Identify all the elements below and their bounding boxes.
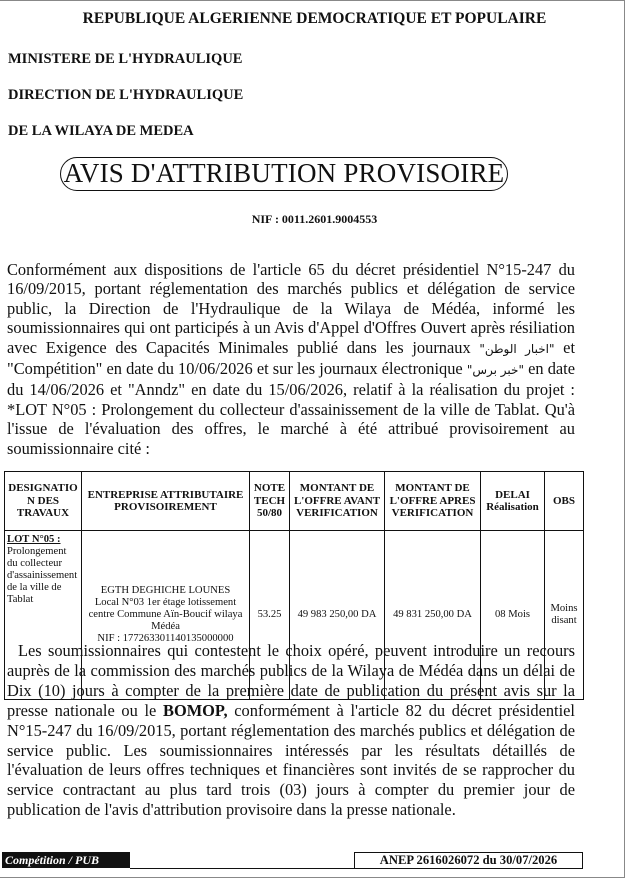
col-header-montant-avant: MONTANT DE L'OFFRE AVANT VERIFICATION bbox=[290, 472, 385, 531]
arabic-newspaper-2: "خبر برس" bbox=[466, 363, 524, 378]
entreprise-name: EGTH DEGHICHE LOUNES bbox=[100, 584, 231, 596]
col-header-designation: DESIGNATIO N DES TRAVAUX bbox=[5, 472, 82, 531]
cell-delai: 08 Mois bbox=[481, 531, 545, 700]
entreprise-nif: NIF : 177263301140135000000 bbox=[97, 632, 234, 644]
col-header-note: NOTE TECH 50/80 bbox=[250, 472, 290, 531]
appeal-text-1: Les soumissionnaires qui contestent le choix opéré, peuvent introduire un recours auprès de la commission des marchés publics de la Wilaya de Médéa dans un délai de Dix (10) jours à compter de la première date de publication du présent avis sur la presse nationale ou le bbox=[7, 641, 575, 720]
direction-header: DIRECTION DE L'HYDRAULIQUE bbox=[8, 87, 244, 103]
intro-text-1: Conformément aux dispositions de l'article 65 du décret présidentiel N°15-247 du 16/09/2015, portant réglementation des marchés publics et délégation de service public, la Direction de l'Hydraulique de la Wilaya de Médéa, informé les soumissionnaires qui ont participés à un Avis d'Appel d'Offres Ouvert après résiliation avec Exigence des Capacités Minimales publié dans les journaux bbox=[7, 260, 575, 357]
designation-text: Prolongement du collecteur d'assainissement de la ville de Tablat bbox=[7, 546, 78, 605]
notice-title: AVIS D'ATTRIBUTION PROVISOIRE bbox=[60, 157, 508, 191]
arabic-newspaper-1: "اخبار الوطن" bbox=[479, 341, 555, 356]
col-header-montant-apres: MONTANT DE L'OFFRE APRES VERIFICATION bbox=[385, 472, 481, 531]
republic-header: REPUBLIQUE ALGERIENNE DEMOCRATIQUE ET POPULAIRE bbox=[82, 10, 547, 27]
anep-reference: ANEP 2616026072 du 30/07/2026 bbox=[354, 852, 583, 869]
nif-number: NIF : 0011.2601.9004553 bbox=[251, 212, 378, 226]
lot-number: LOT N°05 : bbox=[7, 534, 61, 545]
cell-montant-apres: 49 831 250,00 DA bbox=[385, 531, 481, 700]
entreprise-address: Local N°03 1er étage lotissement centre Commune Aïn-Boucif wilaya Médéa bbox=[88, 596, 243, 632]
intro-text-3: en date du 14/06/2026 et "Anndz" en date du 15/06/2026, relatif à la réalisation du projet : *LOT N°05 : Prolongement du collecteur d'assainissement de la ville de Tablat. Qu'à l'issue de l'évaluation des offres, le marché à été attribué provisoirement au soumissionnaire cité : bbox=[7, 359, 575, 458]
cell-obs: Moins disant bbox=[545, 531, 584, 700]
ministry-header: MINISTERE DE L'HYDRAULIQUE bbox=[8, 51, 243, 67]
appeal-text-2: conformément à l'article 82 du décret présidentiel N°15-247 du 16/09/2015, portant réglementation des marchés publics et délégation de service public. Les soumissionnaires intéressés par les résultats détaillés de l'évaluation de leurs offres techniques et financières sont invités de se rapprocher du service contractant au plus tard trois (03) jours à compter du premier jour de publication de l'avis d'attribution provisoire dans la presse nationale. bbox=[7, 700, 575, 820]
appeal-paragraph bbox=[7, 641, 575, 820]
intro-paragraph bbox=[7, 260, 575, 458]
cell-montant-avant: 49 983 250,00 DA bbox=[290, 531, 385, 700]
col-header-delai: DELAI Réalisation bbox=[481, 472, 545, 531]
col-header-entreprise: ENTREPRISE ATTRIBUTAIRE PROVISOIREMENT bbox=[82, 472, 250, 531]
publication-source: Compétition / PUB bbox=[2, 852, 130, 868]
footer-divider bbox=[130, 868, 354, 869]
table-header-row bbox=[5, 472, 584, 531]
bomop-label: BOMOP, bbox=[163, 700, 228, 720]
col-header-obs: OBS bbox=[545, 472, 584, 531]
wilaya-header: DE LA WILAYA DE MEDEA bbox=[8, 123, 194, 139]
intro-text-2: et "Compétition" en date du 10/06/2026 et sur les journaux électronique bbox=[7, 337, 575, 379]
cell-note: 53.25 bbox=[250, 531, 290, 700]
